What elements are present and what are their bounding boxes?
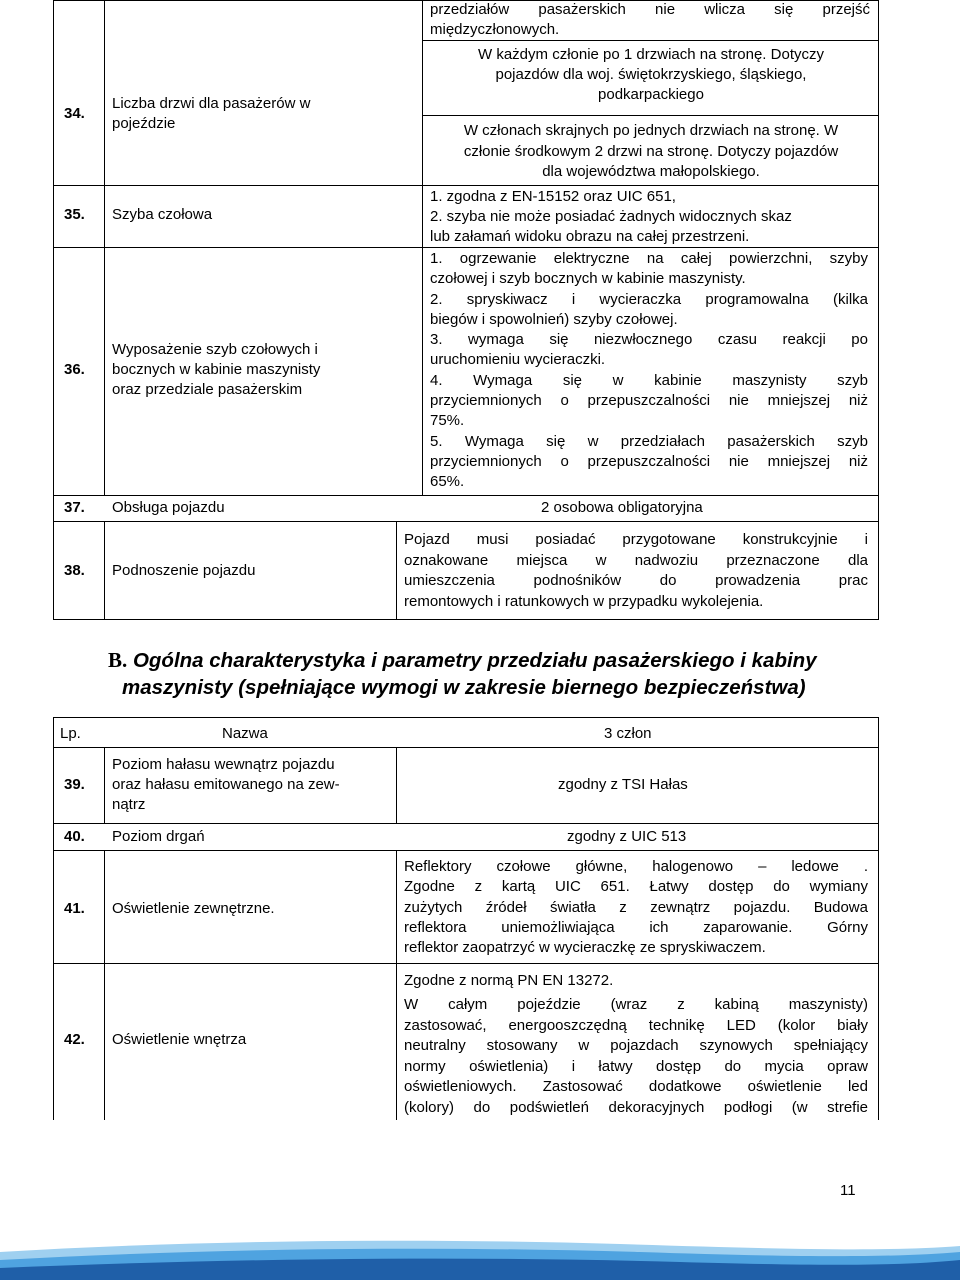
text-line: reflektor zaopatrzyć w wycieraczkę ze spryskiwaczem. <box>404 939 766 957</box>
row-value: zgodny z TSI Hałas <box>558 776 688 793</box>
text-line: 2. szyba nie może posiadać żadnych widocznych skaz <box>430 208 792 225</box>
row-number: 36. <box>64 361 85 378</box>
row-number: 38. <box>64 562 85 579</box>
text-line: oświetleniowych. Zastosować dodatkowe oświetlenie led <box>404 1078 868 1095</box>
text-line: remontowych i ratunkowych w przypadku wykolejenia. <box>404 592 764 610</box>
row-name-line: oraz hałasu emitowanego na zew- <box>112 776 340 793</box>
text-line: (kolory) do podświetleń dekoracyjnych podłogi (w strefie <box>404 1098 868 1116</box>
text-line: zużytych źródeł światła z zewnątrz pojazdu. Budowa <box>404 898 868 916</box>
footer-wave-graphic <box>0 1230 960 1280</box>
text-line: Zgodne z normą PN EN 13272. <box>404 972 614 989</box>
text-line: W członach skrajnych po jednych drzwiach na stronę. W <box>463 122 839 139</box>
text-line: podkarpackiego <box>598 86 704 103</box>
section-letter: B. <box>108 648 128 672</box>
text-line: Reflektory czołowe główne, halogenowo – ledowe . <box>404 858 868 875</box>
row-name: Podnoszenie pojazdu <box>112 562 256 579</box>
row-number: 42. <box>64 1031 85 1048</box>
text-line: 4. Wymaga się w kabinie maszynisty szyb <box>430 371 868 389</box>
row-name: Obsługa pojazdu <box>112 499 225 516</box>
text-line: dla województwa małopolskiego. <box>542 163 760 180</box>
text-line: międzyczłonowych. <box>430 21 560 38</box>
text-line: Pojazd musi posiadać przygotowane konstrukcyjnie i <box>404 531 868 548</box>
text-line: 75%. <box>430 412 465 430</box>
section-title-line: maszynisty (spełniające wymogi w zakresie biernego bezpieczeństwa) <box>122 676 806 699</box>
row-number: 40. <box>64 828 85 845</box>
continuation-text <box>430 0 870 40</box>
footer-wave <box>0 1230 960 1280</box>
row-name-line: bocznych w kabinie maszynisty <box>112 361 321 378</box>
text-line: zastosować, energooszczędną technikę LED (kolor biały <box>404 1016 868 1034</box>
text-line: W każdym członie po 1 drzwiach na stronę. Dotyczy <box>478 46 824 63</box>
row-name: Poziom drgań <box>112 828 205 845</box>
lifting-description <box>404 530 868 612</box>
doors-entry-2 <box>424 121 878 183</box>
row-name-line: nątrz <box>112 796 146 813</box>
text-line: Zgodne z kartą UIC 651. Łatwy dostęp do wymiany <box>404 878 868 896</box>
section-heading <box>108 647 908 701</box>
row-name: Oświetlenie wnętrza <box>112 1031 247 1048</box>
text-line: 1. ogrzewanie elektryczne na całej powierzchni, szyby <box>430 250 868 267</box>
text-line: oznakowane miejsca w nadwoziu przeznaczone dla <box>404 551 868 569</box>
text-line: przedziałów pasażerskich nie wlicza się przejść <box>430 1 870 18</box>
row-number: 37. <box>64 499 85 516</box>
row-name-line: oraz przedziale pasażerskim <box>112 381 303 398</box>
text-line: reflektora uniemożliwiająca ich zaparowanie. Górny <box>404 918 868 936</box>
text-line: normy oświetlenia) i łatwy dostęp do mycia opraw <box>404 1057 868 1075</box>
row-number: 34. <box>64 105 85 122</box>
text-line: biegów i spowolnień) szyby czołowej. <box>430 310 678 328</box>
text-line: neutralny stosowany w pojazdach szynowych spełniający <box>404 1037 868 1054</box>
doors-entry-1 <box>424 45 878 105</box>
header-lp: Lp. <box>60 725 81 742</box>
row-name: Oświetlenie zewnętrzne. <box>112 900 275 917</box>
row-number: 41. <box>64 900 85 917</box>
row-value: zgodny z UIC 513 <box>567 828 687 845</box>
page-number: 11 <box>840 1182 856 1199</box>
interior-lighting-description <box>404 995 868 1118</box>
row-name-line: Poziom hałasu wewnątrz pojazdu <box>112 756 335 773</box>
text-line: 5. Wymaga się w przedziałach pasażerskich szyb <box>430 432 868 450</box>
row-value: 2 osobowa obligatoryjna <box>541 499 703 516</box>
header-name: Nazwa <box>222 725 268 742</box>
text-line: 2. spryskiwacz i wycieraczka programowalna (kilka <box>430 290 868 308</box>
header-value: 3 człon <box>604 725 652 742</box>
text-line: lub załamań widoku obrazu na całej przestrzeni. <box>430 228 750 245</box>
text-line: W całym pojeździe (wraz z kabiną maszynisty) <box>404 996 868 1013</box>
row-name: Szyba czołowa <box>112 206 213 223</box>
text-line: przyciemnionych o przepuszczalności nie mniejszej niż <box>430 452 868 470</box>
section-title-line: Ogólna charakterystyka i parametry przedziału pasażerskiego i kabiny <box>132 649 817 672</box>
row-name-line: pojeździe <box>112 115 176 132</box>
row-name-line: Liczba drzwi dla pasażerów w <box>112 95 311 112</box>
text-line: pojazdów dla woj. świętokrzyskiego, śląskiego, <box>495 66 807 83</box>
text-line: umieszczenia podnośników do prowadzenia prac <box>404 572 868 589</box>
row-number: 35. <box>64 206 85 223</box>
exterior-lighting-description <box>404 857 868 958</box>
text-line: 65%. <box>430 473 465 491</box>
text-line: członie środkowym 2 drzwi na stronę. Dotyczy pojazdów <box>463 142 839 160</box>
row-name-line: Wyposażenie szyb czołowych i <box>112 341 318 358</box>
text-line: 1. zgodna z EN-15152 oraz UIC 651, <box>430 188 676 205</box>
windows-equipment-list <box>430 249 868 493</box>
text-line: czołowej i szyb bocznych w kabinie maszynisty. <box>430 270 746 288</box>
row-number: 39. <box>64 776 85 793</box>
text-line: przyciemnionych o przepuszczalności nie mniejszej niż <box>430 392 868 410</box>
text-line: 3. wymaga się niezwłocznego czasu reakcji po <box>430 331 868 349</box>
text-line: uruchomieniu wycieraczki. <box>430 351 606 369</box>
